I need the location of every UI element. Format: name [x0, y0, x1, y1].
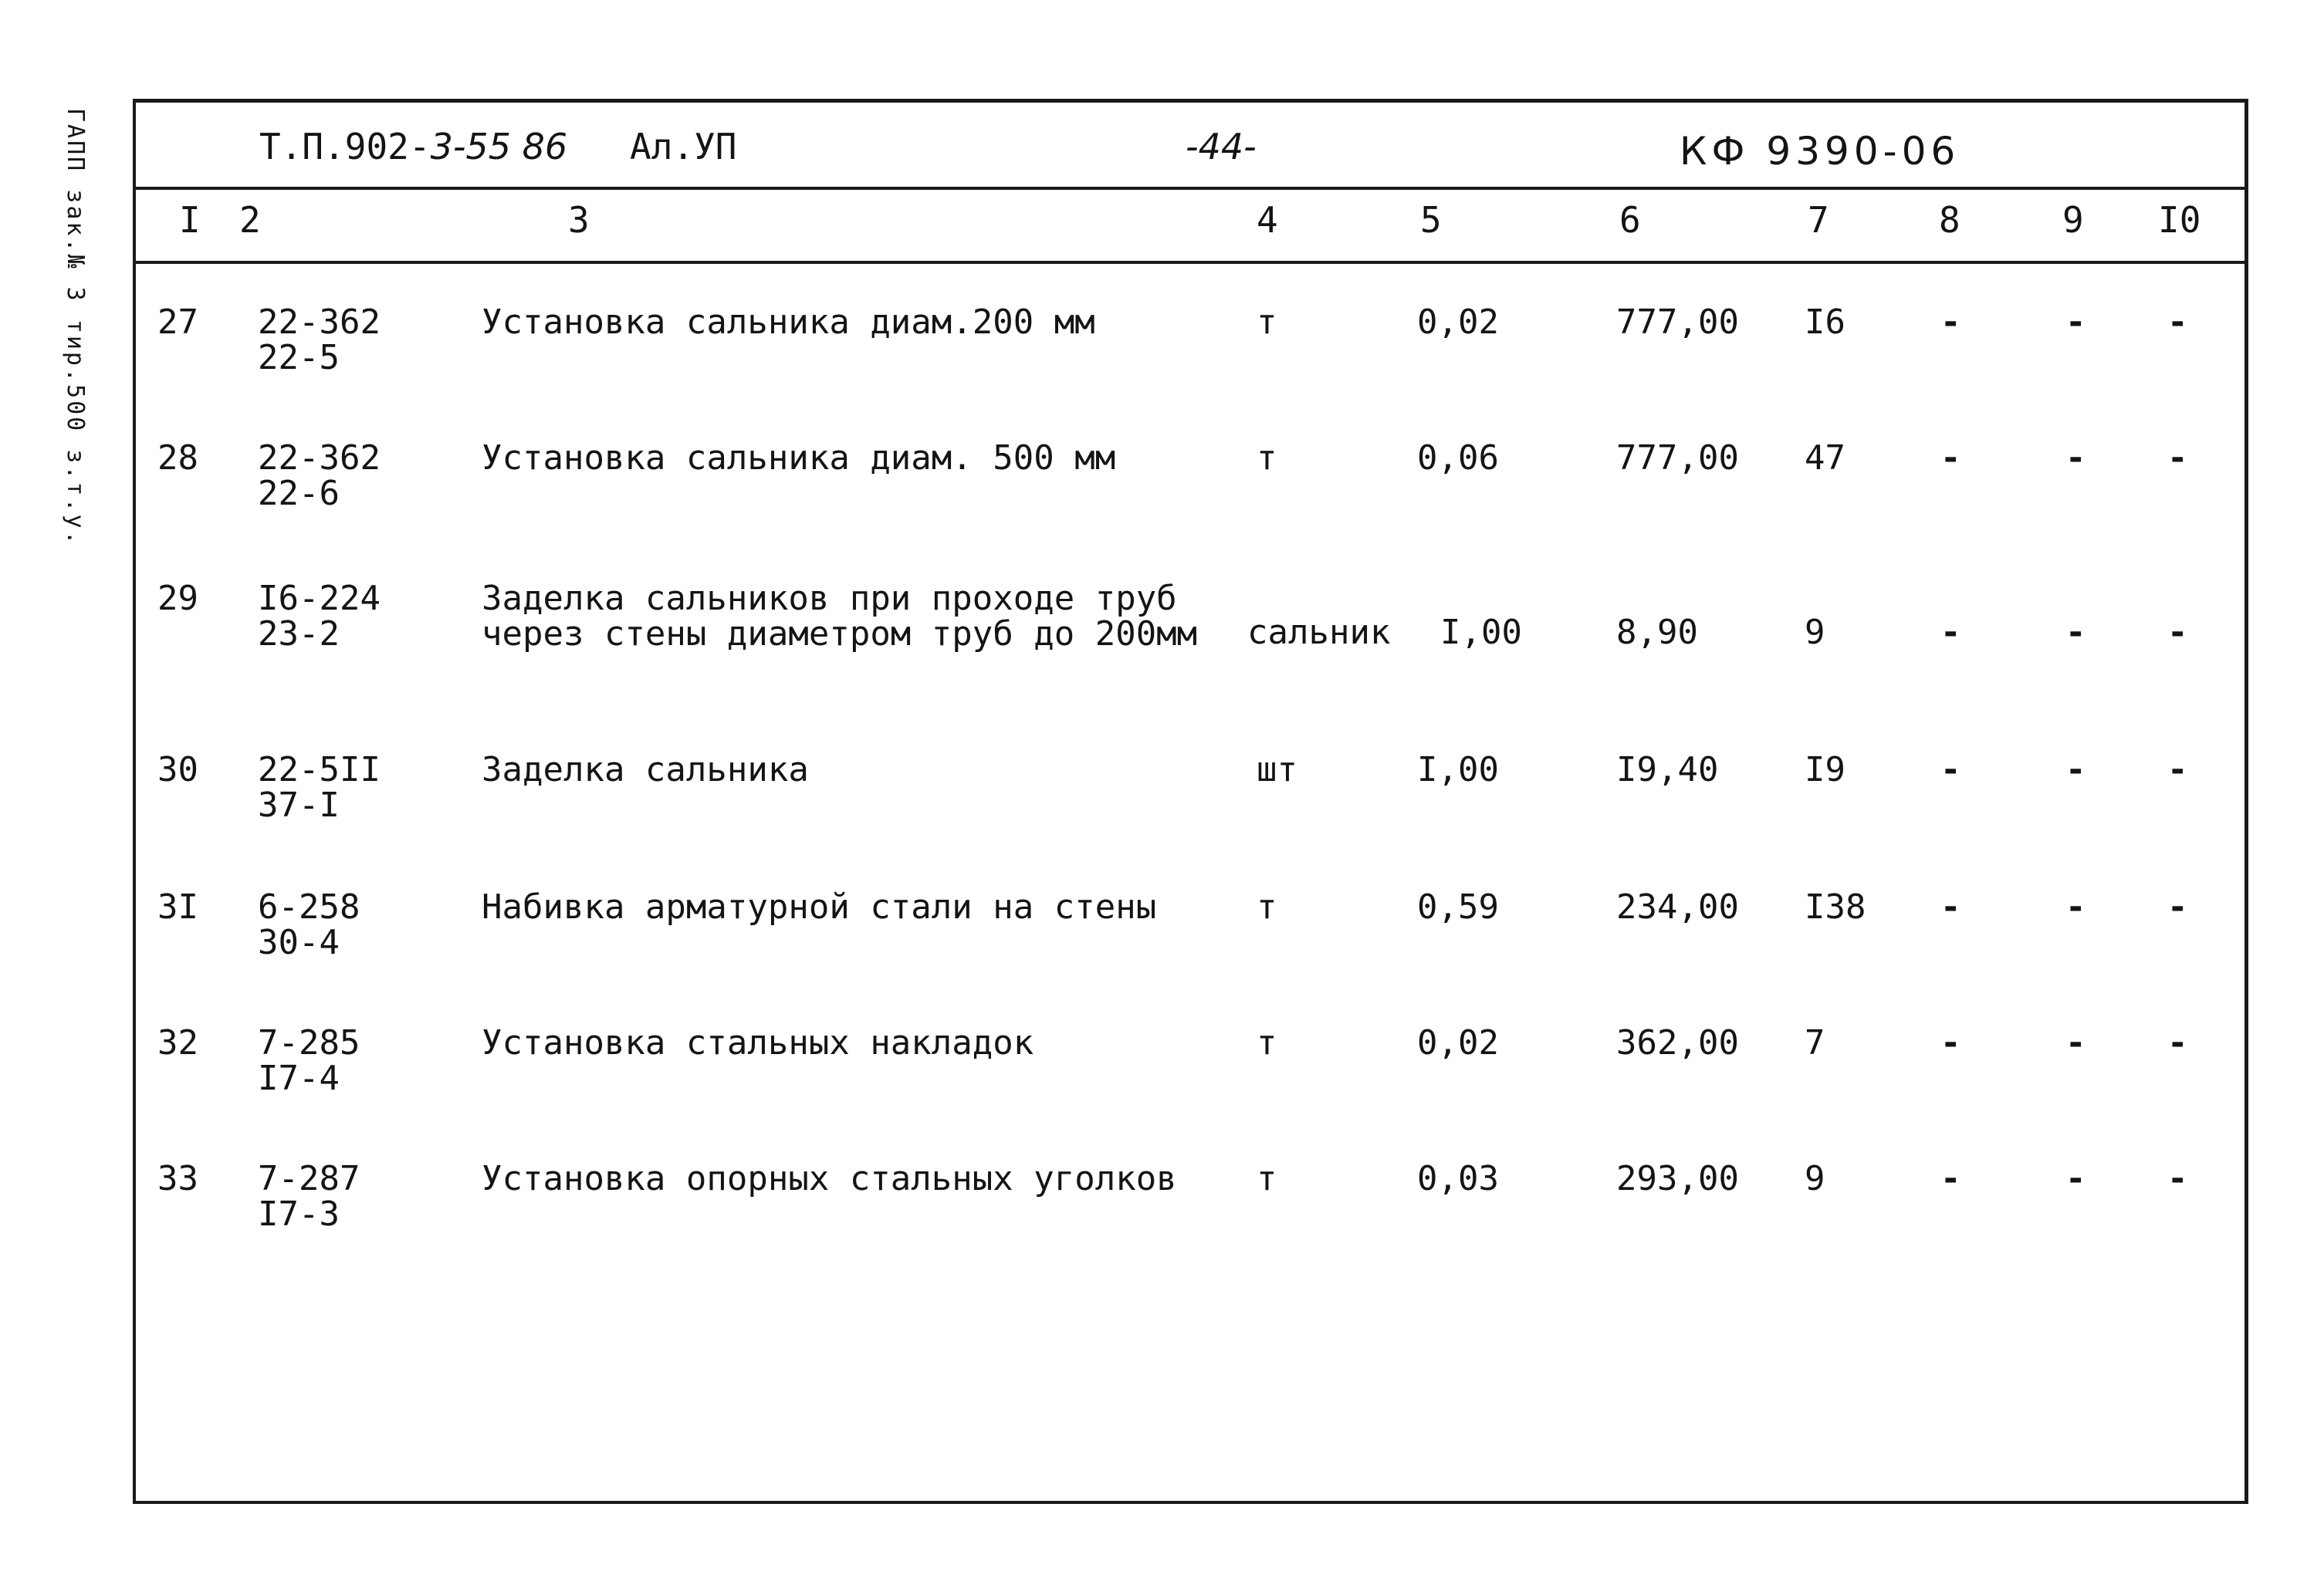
col-header-3: 3 — [568, 199, 590, 241]
side-note: ГАПП зак.№ 3 тир.500 з.т.у. — [62, 108, 89, 547]
row-number: 3I — [157, 887, 198, 927]
row-number: 29 — [157, 579, 198, 618]
column-header-divider — [136, 261, 2245, 264]
quantity: I,00 — [1440, 613, 1522, 652]
quantity: 0,02 — [1417, 302, 1499, 342]
work-description — [482, 581, 1197, 652]
total: I9 — [1805, 750, 1845, 789]
description-line1: Установка опорных стальных уголков — [482, 1159, 1177, 1198]
unit: т — [1257, 302, 1277, 342]
estimate-sheet — [133, 99, 2248, 1504]
col8-value: - — [1940, 613, 1961, 652]
rate-code — [258, 438, 381, 513]
table-row — [136, 302, 2245, 436]
col9-value: - — [2065, 750, 2086, 789]
rate-code-line2: 23-2 — [258, 614, 340, 654]
rate-code-line1: 7-287 — [258, 1159, 360, 1198]
unit: шт — [1257, 750, 1297, 789]
rate-code-line1: 22-362 — [258, 438, 381, 478]
col8-value: - — [1940, 887, 1961, 927]
work-description — [482, 887, 1157, 927]
col9-value: - — [2065, 1023, 2086, 1063]
col10-value: - — [2167, 887, 2188, 927]
col-header-6: 6 — [1619, 199, 1641, 241]
unit-price: 293,00 — [1616, 1159, 1739, 1198]
col10-value: - — [2167, 750, 2188, 789]
col10-value: - — [2167, 438, 2188, 478]
description-line1: Заделка сальника — [482, 750, 809, 789]
unit-price: 362,00 — [1616, 1023, 1739, 1063]
description-line1: Заделка сальников при проходе труб — [482, 579, 1177, 618]
rate-code-line1: 6-258 — [258, 887, 360, 927]
doc-ref-handwritten: 3-55 86 — [430, 126, 568, 167]
rate-code — [258, 1161, 360, 1232]
description-line2: через стены диаметром труб до 200мм — [482, 614, 1198, 654]
total: I38 — [1805, 887, 1866, 927]
unit: т — [1257, 438, 1277, 478]
unit: сальник — [1247, 613, 1391, 652]
header-divider — [136, 187, 2245, 190]
rate-code-line2: 22-6 — [258, 474, 340, 513]
total: 9 — [1805, 1159, 1825, 1198]
rate-code — [258, 302, 381, 377]
quantity: 0,02 — [1417, 1023, 1499, 1063]
col9-value: - — [2065, 302, 2086, 342]
col-header-1: I — [179, 199, 201, 241]
rate-code-line1: 7-285 — [258, 1023, 360, 1063]
page-number: -44- — [1186, 126, 1257, 167]
row-number: 32 — [157, 1023, 198, 1063]
rate-code-line2: 22-5 — [258, 338, 340, 377]
table-row — [136, 752, 2245, 884]
col10-value: - — [2167, 1023, 2188, 1063]
work-description — [482, 438, 1116, 478]
description-line1: Установка стальных накладок — [482, 1023, 1034, 1063]
col8-value: - — [1940, 1159, 1961, 1198]
table-row — [136, 581, 2245, 712]
rate-code-line1: 22-5II — [258, 750, 381, 789]
project-code: КФ 9390-06 — [1680, 129, 1960, 174]
col9-value: - — [2065, 438, 2086, 478]
rate-code-line2: 30-4 — [258, 923, 340, 962]
description-line1: Установка сальника диам. 500 мм — [482, 438, 1116, 478]
table-row — [136, 1161, 2245, 1293]
rate-code-line2: I7-3 — [258, 1195, 340, 1234]
col10-value: - — [2167, 1159, 2188, 1198]
col8-value: - — [1940, 438, 1961, 478]
total: 47 — [1805, 438, 1845, 478]
row-number: 28 — [157, 438, 198, 478]
side-stamp — [54, 108, 123, 547]
rate-code — [258, 581, 381, 652]
table-row — [136, 1023, 2245, 1157]
col8-value: - — [1940, 302, 1961, 342]
col9-value: - — [2065, 1159, 2086, 1198]
description-line1: Набивка арматурной стали на стены — [482, 887, 1157, 927]
col-header-4: 4 — [1257, 199, 1278, 241]
col-header-10: I0 — [2158, 199, 2201, 241]
total: 7 — [1805, 1023, 1825, 1063]
unit: т — [1257, 887, 1277, 927]
rate-code-line1: I6-224 — [258, 579, 381, 618]
col9-value: - — [2065, 613, 2086, 652]
col-header-2: 2 — [239, 199, 261, 241]
unit: т — [1257, 1159, 1277, 1198]
rate-code-line2: I7-4 — [258, 1059, 340, 1098]
unit-price: 234,00 — [1616, 887, 1739, 927]
work-description — [482, 752, 809, 788]
rate-code-line1: 22-362 — [258, 302, 381, 342]
work-description — [482, 302, 1095, 342]
col10-value: - — [2167, 302, 2188, 342]
total: I6 — [1805, 302, 1845, 342]
quantity: I,00 — [1417, 750, 1499, 789]
quantity: 0,03 — [1417, 1159, 1499, 1198]
album-label: Ал.УП — [630, 126, 737, 167]
rate-code — [258, 887, 360, 962]
quantity: 0,59 — [1417, 887, 1499, 927]
doc-ref — [259, 126, 567, 167]
work-description — [482, 1161, 1177, 1197]
row-number: 30 — [157, 750, 198, 789]
unit-price: 777,00 — [1616, 302, 1739, 342]
rate-code — [258, 1023, 360, 1098]
col10-value: - — [2167, 613, 2188, 652]
col-header-8: 8 — [1939, 199, 1960, 241]
description-line1: Установка сальника диам.200 мм — [482, 302, 1095, 342]
col8-value: - — [1940, 750, 1961, 789]
col9-value: - — [2065, 887, 2086, 927]
rate-code-line2: 37-I — [258, 786, 340, 825]
row-number: 33 — [157, 1159, 198, 1198]
table-row — [136, 887, 2245, 1021]
work-description — [482, 1023, 1034, 1063]
col-header-9: 9 — [2062, 199, 2084, 241]
col-header-7: 7 — [1808, 199, 1829, 241]
unit-price: I9,40 — [1616, 750, 1719, 789]
unit-price: 8,90 — [1616, 613, 1698, 652]
total: 9 — [1805, 613, 1825, 652]
col-header-5: 5 — [1420, 199, 1442, 241]
table-row — [136, 438, 2245, 572]
doc-ref-typed: Т.П.902- — [259, 126, 431, 167]
rate-code — [258, 752, 381, 823]
unit: т — [1257, 1023, 1277, 1063]
row-number: 27 — [157, 302, 198, 342]
quantity: 0,06 — [1417, 438, 1499, 478]
col8-value: - — [1940, 1023, 1961, 1063]
unit-price: 777,00 — [1616, 438, 1739, 478]
